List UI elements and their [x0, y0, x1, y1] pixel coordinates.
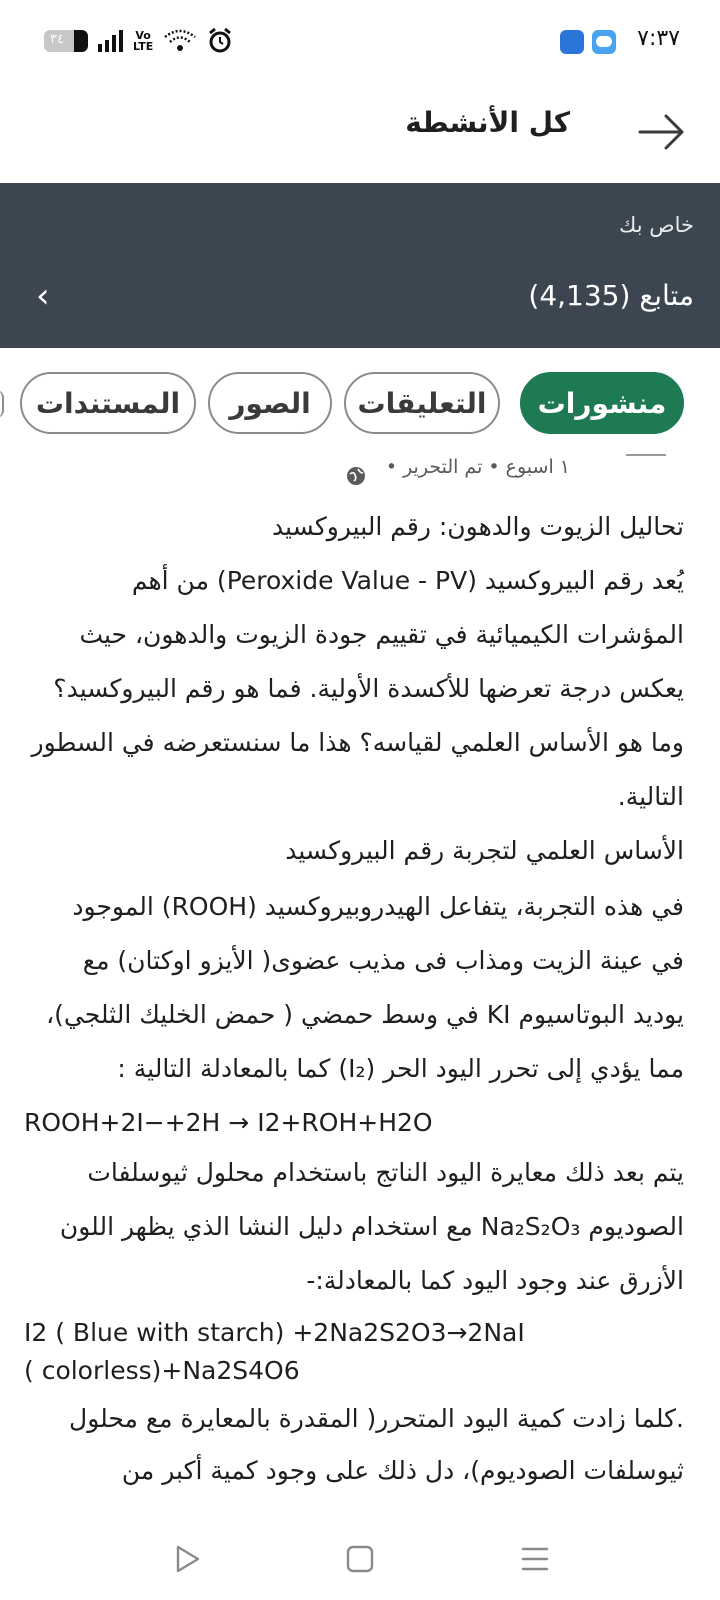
- home-square-icon[interactable]: [343, 1542, 377, 1576]
- post-line: التالية.: [617, 782, 684, 811]
- post-line: وما هو الأساس العلمي لقياسه؟ هذا ما سنستعرضه في السطور: [31, 728, 684, 757]
- battery-level: ٣٤: [50, 32, 64, 47]
- chevron-left-icon[interactable]: ‹: [36, 276, 50, 316]
- post-line: يتم بعد ذلك معايرة اليود الناتج باستخدام محلول ثيوسلفات: [87, 1158, 684, 1187]
- post-line: ثيوسلفات الصوديوم)، دل ذلك على وجود كمية أكبر من: [121, 1456, 684, 1485]
- status-time: ٧:٣٧: [637, 26, 680, 51]
- app-icon-blue: [560, 30, 584, 54]
- wifi-icon: [163, 28, 197, 54]
- tab-comments[interactable]: التعليقات: [344, 372, 500, 434]
- post-line: في هذه التجربة، يتفاعل الهيدروبيروكسيد (ROOH) الموجود: [72, 892, 684, 921]
- post-line: الأزرق عند وجود اليود كما بالمعادلة:-: [306, 1266, 684, 1295]
- battery-icon: [44, 30, 88, 52]
- equation-line: I2 ( Blue with starch) +2Na2S2O3→2NaI: [24, 1318, 525, 1347]
- post-line: تحاليل الزيوت والدهون: رقم البيروكسيد: [271, 512, 684, 541]
- volte-bottom: LTE: [133, 40, 154, 53]
- divider: [626, 454, 666, 456]
- tab-documents[interactable]: المستندات: [20, 372, 196, 434]
- tab-images[interactable]: الصور: [208, 372, 332, 434]
- globe-icon: [346, 466, 366, 486]
- status-icons-left: [44, 28, 233, 54]
- post-line: في عينة الزيت ومذاب فى مذيب عضوى( الأيزو اوكتان) مع: [82, 946, 684, 975]
- post-line: يعكس درجة تعرضها للأكسدة الأولية. فما هو رقم البيروكسيد؟: [53, 674, 684, 703]
- profile-banner[interactable]: [0, 183, 720, 348]
- post-line: يوديد البوتاسيوم KI في وسط حمضي ( حمض الخليك الثلجي)،: [46, 1000, 684, 1029]
- post-line: يُعد رقم البيروكسيد (Peroxide Value - PV) من أهم: [131, 566, 684, 595]
- post-meta: ١ اسبوع • تم التحرير •: [385, 456, 570, 478]
- banner-subtitle: خاص بك: [619, 213, 694, 237]
- equation-line: ( colorless)+Na2S4O6: [24, 1356, 300, 1385]
- post-line: الصوديوم Na₂S₂O₃ مع استخدام دليل النشا الذي يظهر اللون: [59, 1212, 684, 1241]
- alarm-icon: [207, 28, 233, 54]
- volte-icon: [133, 30, 153, 52]
- top-app-bar: [0, 80, 720, 184]
- equation-line: ROOH+2I−+2H → I2+ROH+H2O: [24, 1108, 433, 1137]
- tab-posts[interactable]: منشورات: [520, 372, 684, 434]
- post-line: المؤشرات الكيميائية في تقييم جودة الزيوت والدهون، حيث: [79, 620, 684, 649]
- menu-lines-icon[interactable]: [518, 1542, 552, 1576]
- arrow-right-icon[interactable]: [632, 102, 692, 162]
- back-triangle-icon[interactable]: [170, 1542, 204, 1576]
- status-bar: [0, 0, 720, 80]
- signal-icon: [98, 30, 123, 52]
- post-line: مما يؤدي إلى تحرر اليود الحر (I₂) كما بالمعادلة التالية :: [117, 1054, 684, 1083]
- page-title: كل الأنشطة: [405, 106, 570, 139]
- post-line: .كلما زادت كمية اليود المتحرر( المقدرة بالمعايرة مع محلول: [69, 1404, 684, 1433]
- volte-top: Vo: [135, 29, 151, 42]
- weather-icon: [592, 30, 616, 54]
- system-nav-bar: [0, 1520, 720, 1600]
- followers-count: متابع (4,135): [528, 279, 694, 312]
- post-line: الأساس العلمي لتجربة رقم البيروكسيد: [285, 836, 684, 865]
- filter-tabs: [0, 372, 720, 438]
- tab-overflow-edge: [0, 390, 4, 418]
